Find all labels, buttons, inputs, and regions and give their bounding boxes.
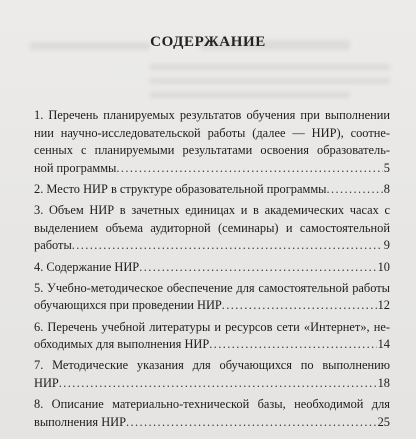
table-of-contents bbox=[34, 107, 390, 435]
toc-entry-6-line-1: 6. Перечень учебной литературы и ресурсов сети «Интернет», не- bbox=[34, 319, 390, 334]
toc-entry-8-page: 25 bbox=[377, 414, 390, 429]
toc-entry-3-last-line: работы bbox=[34, 238, 72, 253]
toc-entry-5-last-line: обучающихся при проведении НИР bbox=[34, 298, 222, 313]
dot-leader bbox=[72, 237, 383, 255]
dot-leader bbox=[209, 336, 376, 354]
toc-entry-2-page: 8 bbox=[383, 181, 390, 196]
toc-entry-7-page: 18 bbox=[377, 375, 390, 390]
toc-entry-4-page: 10 bbox=[377, 259, 390, 274]
toc-entry-7-line-1: 7. Методические указания для обучающихся по выполнению bbox=[34, 358, 390, 373]
toc-entry-8-line-1: 8. Описание материально-технической базы, необходимой для bbox=[34, 397, 390, 412]
dot-leader bbox=[327, 181, 383, 199]
toc-entry-1[interactable] bbox=[34, 107, 390, 177]
toc-entry-5-line-1: 5. Учебно-методическое обеспечение для самостоятельной работы bbox=[34, 280, 390, 295]
toc-entry-3-page: 9 bbox=[383, 238, 390, 253]
toc-entry-8[interactable] bbox=[34, 396, 390, 431]
toc-entry-5[interactable] bbox=[34, 280, 390, 315]
toc-entry-1-last-line: ной программы bbox=[34, 160, 117, 175]
page-title: СОДЕРЖАНИЕ bbox=[150, 34, 266, 50]
toc-entry-2-last-line: 2. Место НИР в структуре образовательной программы bbox=[34, 181, 327, 196]
toc-entry-1-line-3: сенных с планируемыми результатами освоения образователь- bbox=[34, 143, 390, 158]
toc-entry-3[interactable] bbox=[34, 202, 390, 255]
dot-leader bbox=[139, 259, 376, 277]
dot-leader bbox=[222, 297, 377, 315]
toc-entry-6[interactable] bbox=[34, 319, 390, 354]
dot-leader bbox=[116, 160, 382, 178]
toc-entry-3-line-1: 3. Объем НИР в зачетных единицах и в академических часах с bbox=[34, 203, 390, 218]
toc-entry-8-last-line: выполнения НИР bbox=[34, 414, 126, 429]
toc-entry-5-page: 12 bbox=[377, 298, 390, 313]
toc-entry-1-line-2: нии научно-исследовательской работы (далее — НИР), соотне- bbox=[34, 125, 390, 140]
bleed-through-shadow bbox=[0, 0, 416, 120]
toc-entry-7-last-line: НИР bbox=[34, 375, 59, 390]
toc-entry-6-last-line: обходимых для выполнения НИР bbox=[34, 337, 210, 352]
dot-leader bbox=[126, 414, 377, 432]
dot-leader bbox=[59, 375, 377, 393]
toc-entry-1-page: 5 bbox=[383, 160, 390, 175]
toc-entry-4[interactable] bbox=[34, 259, 390, 277]
toc-entry-2[interactable] bbox=[34, 181, 390, 199]
toc-entry-3-line-2: выделением объема аудиторной (семинары) и самостоятельной bbox=[34, 220, 390, 235]
toc-entry-4-last-line: 4. Содержание НИР bbox=[34, 259, 140, 274]
toc-entry-6-page: 14 bbox=[377, 337, 390, 352]
toc-entry-1-line-1: 1. Перечень планируемых результатов обучения при выполнении bbox=[34, 108, 390, 122]
toc-entry-7[interactable] bbox=[34, 357, 390, 392]
